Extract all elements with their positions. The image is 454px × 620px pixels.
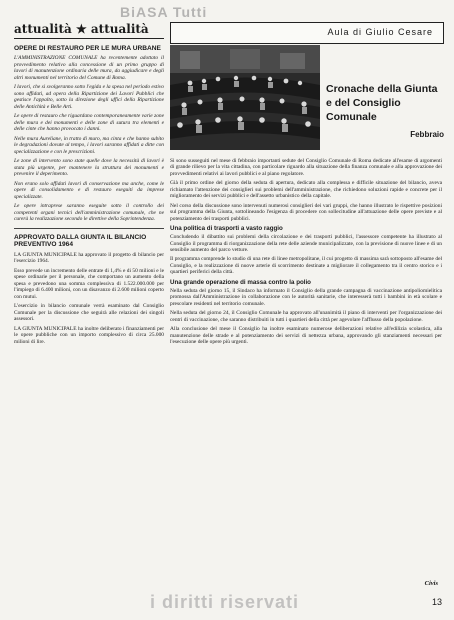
paragraph: Le opere intraprese saranno eseguite sotto il controllo dei competenti organi tecnici dell'amministrazione comunale, che ne curerà la realizzazione secondo le direttive della Soprintendenza. xyxy=(14,203,164,223)
divider xyxy=(14,228,164,229)
paragraph: Già il primo ordine del giorno della seduta di apertura, dedicato alla complessa e difficile situazione del bilancio, aveva richiamato l'attenzione dei consiglieri sui problemi dell'amministrazione, che richiedono soluzioni rapide e concrete per il miglioramento dei servizi pubblici e dell'assetto urbanistico della capitale. xyxy=(170,180,442,200)
section-title-restauro: OPERE DI RESTAURO PER LE MURA URBANE xyxy=(14,45,161,52)
subheading-polio: Una grande operazione di massa contro la polio xyxy=(170,278,311,286)
paragraph: Non erano solo affidati lavori di conservazione ma anche, come le opere di consolidamento e di restauro eseguiti da imprese specializzate. xyxy=(14,180,164,200)
paragraph: Nelle mura Aureliane, in tratto di muro, ma cinta e che hanno subito le degradazioni dovute al tempo, i lavori saranno affidati a ditte con specializzazione e con le prescrizioni. xyxy=(14,135,164,155)
paragraph: L'esercizio in bilancio comunale verrà esaminato dal Consiglio Comunale per la discussione che seguirà alle relazioni dei singoli assessori. xyxy=(14,303,164,323)
headline-line-2: e del Consiglio Comunale xyxy=(326,97,401,123)
paragraph: Le zone di intervento sono state quelle dove la necessità di lavori è stata più urgente, per mantenere la struttura dei monumenti e prevenire il deperimento. xyxy=(14,158,164,178)
paragraph: Il programma comprende lo studio di una rete di linee metropolitane, il cui progetto di massima sarà sottoposto all'esame del Consiglio, e la realizzazione di nuove arterie di scorrimento destinate a migliorare il collegamento tra il centro storico e i quartieri periferici della città. xyxy=(170,256,442,276)
headline-line-1: Cronache della Giunta xyxy=(326,83,438,95)
paragraph: Esso prevede un incremento delle entrate di 1,4% e di 50 milioni e le spese ordinarie per il personale, che comportano un aumento della spesa e prevedono una somma complessiva di 1.522.000.000 per l'impiego di 6.400 milioni, con un disavanzo di 2.600 milioni coperto con mutui. xyxy=(14,267,164,300)
watermark-top: BiASA Tutti xyxy=(120,4,208,20)
paragraph: Si sono susseguiti nel mese di febbraio importanti sedute del Consiglio Comunale di Roma dedicate all'esame di argomenti di grande rilievo per la vita cittadina, con particolare riguardo alla situazione della finanza comunale e alla approvazione dei provvedimenti relativi ai lavori pubblici e al piano regolatore. xyxy=(170,158,442,177)
header-label: Aula di Giulio Cesare xyxy=(327,27,433,37)
paragraph: Alla conclusione del mese il Consiglio ha inoltre esaminato numerose deliberazioni relative all'edilizia scolastica, alla manutenzione delle strade e al potenziamento dei servizi di nettezza urbana, approvando gli stanziamenti necessari per l'esecuzione delle opere più urgenti. xyxy=(170,326,442,345)
paragraph: LA GIUNTA MUNICIPALE ha approvato il progetto di bilancio per l'esercizio 1964. xyxy=(14,251,164,265)
watermark-bottom: i diritti riservati xyxy=(150,592,300,612)
paragraph: Nella seduta del giorno 24, il Consiglio Comunale ha approvato all'unanimità il piano di interventi per l'organizzazione dei centri di vaccinazione, che saranno distribuiti in tutti i quartieri della città per agevolare l'afflusso della popolazione. xyxy=(170,310,442,323)
subheading-trasporti: Una politica di trasporti a vasto raggio xyxy=(170,225,283,233)
section-title-bilancio: APPROVATO DALLA GIUNTA IL BILANCIO PREVENTIVO 1964 xyxy=(14,233,147,249)
paragraph: LA GIUNTA MUNICIPALE ha inoltre deliberato i finanziamenti per le opere pubbliche con un importo complessivo di circa 25.000 milioni di lire. xyxy=(14,325,164,345)
paragraph: Concludendo il dibattito sui problemi della circolazione e dei trasporti pubblici, l'assessore competente ha illustrato al Consiglio il programma di riorganizzazione della rete delle aziende municipalizzate, con la previsione di nuove linee e di un sensibile aumento del parco vetture. xyxy=(170,234,442,253)
paragraph: Nella seduta del giorno 15, il Sindaco ha informato il Consiglio della grande campagna di vaccinazione antipoliomielitica promossa dall'Amministrazione in collaborazione con le autorità sanitarie, che interesserà tutti i bambini in età scolare e prescolare residenti nel territorio comunale. xyxy=(170,287,442,307)
photo-graphic xyxy=(170,45,320,150)
rubric-title: attualità ★ attualità xyxy=(14,22,164,39)
page-number: 13 xyxy=(431,597,442,607)
article-headline xyxy=(326,82,451,124)
paragraph: I lavori, che si svolgeranno sotto l'egida e la spesa nel periodo estivo sono affidati, ad opera della Ripartizione dei Lavori Pubblici che gestisce l'appalto, sotto la direzione degli uffici della Ripartizione delle Antichità e Belle Arti. xyxy=(14,84,164,110)
council-chamber-photo xyxy=(170,45,320,150)
paragraph: Le opere di restauro che riguardano contemporaneamente varie zone delle mura e dei monumenti e delle zone di sutura tra elementi e delle cinte che hanno provocato i danni. xyxy=(14,113,164,133)
header-box xyxy=(170,22,444,44)
paragraph: L'AMMINISTRAZIONE COMUNALE ha recentemente adottato il provvedimento relativo alla concessione di un primo gruppo di lavori di manutenzione ordinaria delle mura, da aggiudicare e degli altri monumenti nel territorio del Comune di Roma. xyxy=(14,55,164,81)
article-body xyxy=(170,158,442,598)
paragraph: Nel corso della discussione sono intervenuti numerosi consiglieri dei vari gruppi, che hanno illustrato le rispettive posizioni sul programma della Giunta, sottolineando l'esigenza di procedere con sollecitudine all'attuazione delle opere previste e al potenziamento dei trasporti pubblici. xyxy=(170,202,442,222)
month-label: Febbraio xyxy=(410,130,444,139)
left-column xyxy=(14,22,164,597)
author-signature: Civis xyxy=(424,580,438,587)
